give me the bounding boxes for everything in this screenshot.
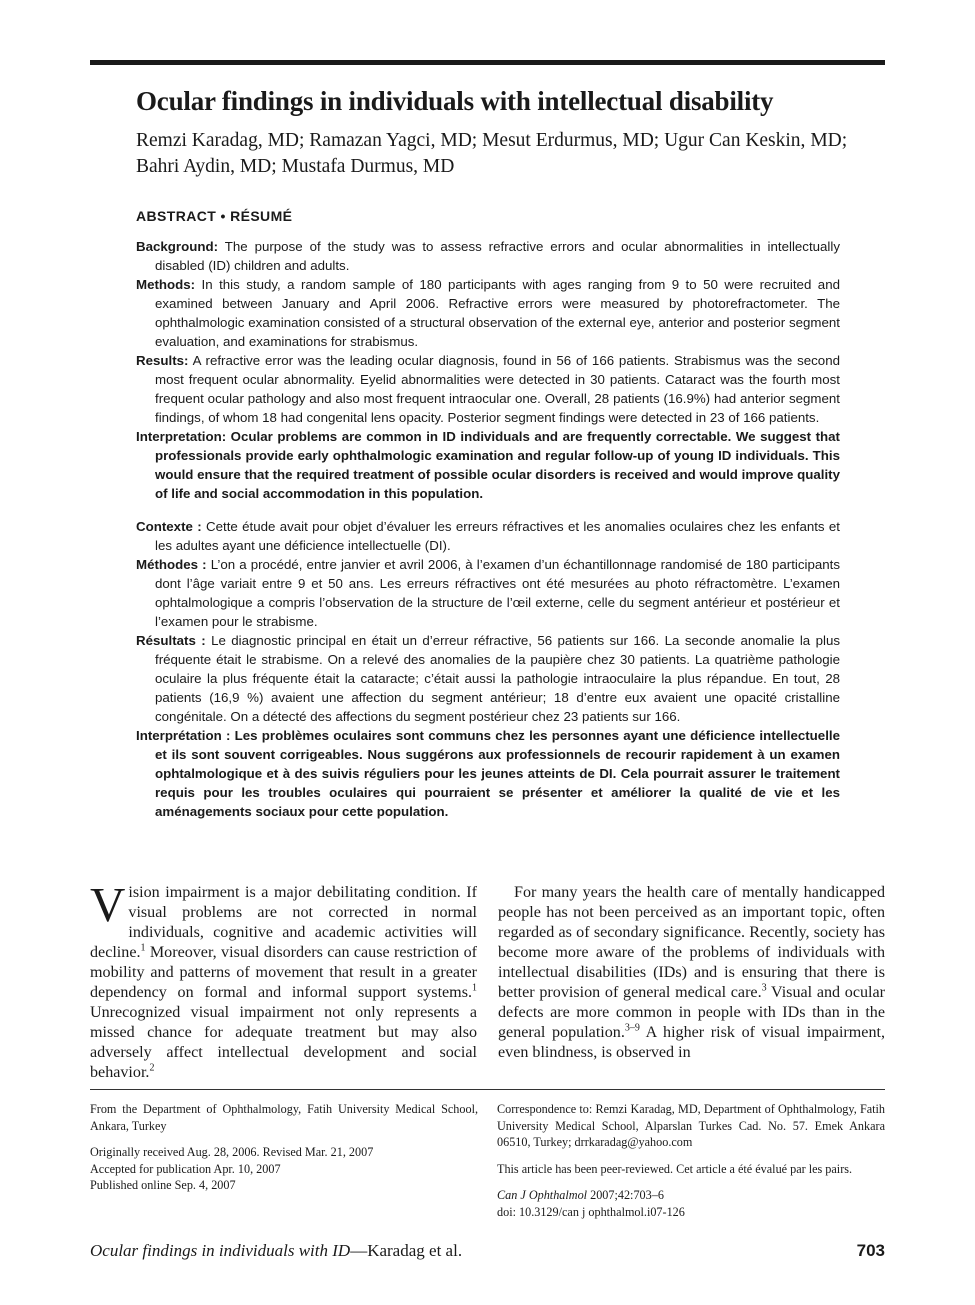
history bbox=[90, 1144, 478, 1194]
correspondence: Correspondence to: Remzi Karadag, MD, Department of Ophthalmology, Fatih University Medical School, Alparslan Turkes Cad. No. 57. Emek Ankara 06510, Turkey; drrkaradag@yahoo.com bbox=[497, 1102, 885, 1149]
received-date: Originally received Aug. 28, 2006. Revised Mar. 21, 2007 bbox=[90, 1145, 374, 1159]
author-name: Ugur Can Keskin, bbox=[664, 130, 806, 151]
author-name: Ramazan Yagci, bbox=[309, 130, 436, 151]
body-column-left bbox=[90, 877, 477, 1083]
background-text: The purpose of the study was to assess refractive errors and ocular abnormalities in intellectually disabled (ID) children and adults. bbox=[155, 239, 840, 273]
author-name: Bahri Aydin, bbox=[136, 156, 235, 177]
methods-text: In this study, a random sample of 180 participants with ages ranging from 9 to 50 were recruited and examined between January and April 2006. Refractive errors were measured by photorefractometer. The ophthalmologic examination consisted of a structural observation of the external eye, anterior and posterior segment evaluation, and examinations for strabismus. bbox=[155, 277, 840, 349]
author-list bbox=[136, 128, 885, 180]
reference-marker: 2 bbox=[149, 1062, 155, 1074]
author-degree: MD bbox=[440, 130, 472, 151]
body-text: Moreover, visual disorders can cause restriction of mobility and patterns of movement that result in a greater dependency on formal and informal support systems. bbox=[90, 944, 477, 1001]
author-name: Mesut Erdurmus, bbox=[482, 130, 618, 151]
interpretation-text: Ocular problems are common in ID individuals and are frequently correctable. We suggest that professionals provide early ophthalmologic examination and regular follow-up of young ID individuals. This would ensure that the required treatment of possible ocular disorders is received and would improve quality of life and social accommodation in this population. bbox=[155, 429, 840, 501]
running-head bbox=[90, 1241, 462, 1261]
accepted-date: Accepted for publication Apr. 10, 2007 bbox=[90, 1161, 281, 1176]
footnotes-right bbox=[497, 1101, 885, 1230]
body-column-right bbox=[498, 883, 885, 1063]
body-text: For many years the health care of mentally handicapped people has not been perceived as an important topic, often regarded as of secondary significance. Recently, society has become more aware of the problems of individuals with intellectual disabilities (IDs) and is ensuring that there is better provision of general medical care. bbox=[498, 884, 885, 1001]
abstract-interpretation bbox=[136, 427, 840, 503]
footnotes-left bbox=[90, 1101, 478, 1204]
abstract-methods bbox=[136, 275, 840, 351]
author-degree: MD bbox=[622, 130, 654, 151]
author-name: Remzi Karadag, bbox=[136, 130, 263, 151]
author-name: Mustafa Durmus, bbox=[281, 156, 419, 177]
author-degree: MD bbox=[267, 130, 299, 151]
published-date: Published online Sep. 4, 2007 bbox=[90, 1178, 236, 1192]
page-number: 703 bbox=[856, 1241, 885, 1260]
resume-methodes bbox=[136, 555, 840, 631]
reference-marker: 3 bbox=[761, 982, 767, 994]
abstract-spacer bbox=[136, 503, 840, 517]
peer-review-note: This article has been peer-reviewed. Cet article a été évalué par les pairs. bbox=[497, 1161, 853, 1176]
resume-resultats bbox=[136, 631, 840, 726]
abstract-heading: ABSTRACT • RÉSUMÉ bbox=[136, 208, 293, 224]
reference-marker: 1 bbox=[472, 982, 477, 994]
drop-cap: V bbox=[90, 877, 126, 932]
results-text: A refractive error was the leading ocular diagnosis, found in 56 of 166 patients. Strabismus was the second most frequent ocular abnormality. Eyelid abnormalities were detected in 30 patients. Cataract was the fourth most frequent ocular pathology and also most frequent intraocular one. Overall, 28 patients (16.9%) had anterior segment findings, of whom 18 had congenital lens opacity. Posterior segment findings were detected in 23 of 166 patients. bbox=[155, 353, 840, 425]
body-paragraph bbox=[498, 883, 885, 1063]
author-degree: MD bbox=[422, 156, 455, 177]
interpretation-fr-label: Interprétation : bbox=[136, 728, 231, 743]
reference-marker: 3–9 bbox=[624, 1022, 640, 1034]
results-label: Results: bbox=[136, 353, 189, 368]
citation-block bbox=[497, 1187, 885, 1220]
background-label: Background: bbox=[136, 239, 219, 254]
resume-contexte bbox=[136, 517, 840, 555]
abstract bbox=[136, 207, 840, 821]
abstract-results bbox=[136, 351, 840, 427]
journal-name: Can J Ophthalmol bbox=[497, 1188, 588, 1202]
running-title: Ocular findings in individuals with ID bbox=[90, 1241, 351, 1260]
resultats-text: Le diagnostic principal en était un d’erreur réfractive, 56 patients sur 166. La seconde anomalie la plus fréquente était le strabisme. On a relevé des anomalies de la paupière chez 30 patients. La quatrième pathologie oculaire la plus fréquente était la cataracte; c’était aussi la pathologie intraoculaire la plus répandue. En tout, 28 patients (16,9 %) avaient une affection du segment antérieur; 18 d’entre eux avaient une opacité cristalline congénitale. On a détecté des affections du segment postérieur chez 23 patients sur 166. bbox=[155, 633, 840, 724]
body-text: Visual and ocular defects are more common in people with IDs than in the general population. bbox=[498, 984, 886, 1041]
citation: 2007;42:703–6 bbox=[590, 1188, 664, 1202]
contexte-text: Cette étude avait pour objet d’évaluer les erreurs réfractives et les anomalies oculaires chez les enfants et les adultes ayant une déficience intellectuelle (DI). bbox=[155, 519, 840, 553]
reference-marker: 1 bbox=[140, 942, 146, 954]
resultats-label: Résultats : bbox=[136, 633, 206, 648]
top-rule bbox=[90, 60, 885, 65]
methodes-label: Méthodes : bbox=[136, 557, 207, 572]
author-degree: MD bbox=[810, 130, 842, 151]
resume-interpretation bbox=[136, 726, 840, 821]
author-degree: MD bbox=[239, 156, 272, 177]
author-line-2: Bahri Aydin, MD; Mustafa Durmus, MD bbox=[136, 156, 455, 177]
abstract-background bbox=[136, 237, 840, 275]
contexte-label: Contexte : bbox=[136, 519, 202, 534]
running-authors: —Karadag et al. bbox=[350, 1241, 463, 1260]
body-text: A higher risk of visual impairment, even blindness, is observed in bbox=[498, 1024, 885, 1061]
body-text: Unrecognized visual impairment not only represents a missed chance for adequate treatment but may also adversely affect intellectual development and social behavior. bbox=[90, 1004, 477, 1081]
affiliation: From the Department of Ophthalmology, Fatih University Medical School, Ankara, Turkey bbox=[90, 1102, 478, 1133]
methods-label: Methods: bbox=[136, 277, 196, 292]
methodes-text: L’on a procédé, entre janvier et avril 2006, à l’examen d’un échantillonnage randomisé de 180 participants dont l’âge variait entre 9 et 50 ans. Les erreurs réfractives ont été mesurées au photo réfractomètre. L’examen ophtalmologique a compris l’observation de la structure de l’œil externe, celle du segment antérieur et postérieur et l’examen pour le strabisme. bbox=[155, 557, 840, 629]
doi: doi: 10.3129/can j ophthalmol.i07-126 bbox=[497, 1204, 685, 1219]
footnote-rule bbox=[90, 1089, 885, 1090]
interpretation-fr-text: Les problèmes oculaires sont communs chez les personnes ayant une déficience intellectuelle et ils sont souvent corrigeables. Nous suggérons aux professionnels de recourir rapidement à un examen ophtalmologique et à des suivis réguliers pour les jeunes atteints de DI. Cela pourrait assurer le traitement requis pour les troubles oculaires qui pourraient se présenter et améliorer la qualité de vie et les aménagements sociaux pour cette population. bbox=[155, 728, 840, 819]
interpretation-label: Interpretation: bbox=[136, 429, 227, 444]
body-text: ision impairment is a major debilitating condition. If visual problems are not corrected in normal individuals, cognitive and academic activities will decline. bbox=[90, 884, 477, 961]
article-title: Ocular findings in individuals with intellectual disability bbox=[136, 86, 774, 116]
body-paragraph bbox=[90, 877, 477, 1083]
page-footer bbox=[90, 1241, 885, 1265]
author-line-1: Remzi Karadag, MD; Ramazan Yagci, MD; Mesut Erdurmus, MD; Ugur Can Keskin, MD; bbox=[136, 130, 848, 151]
